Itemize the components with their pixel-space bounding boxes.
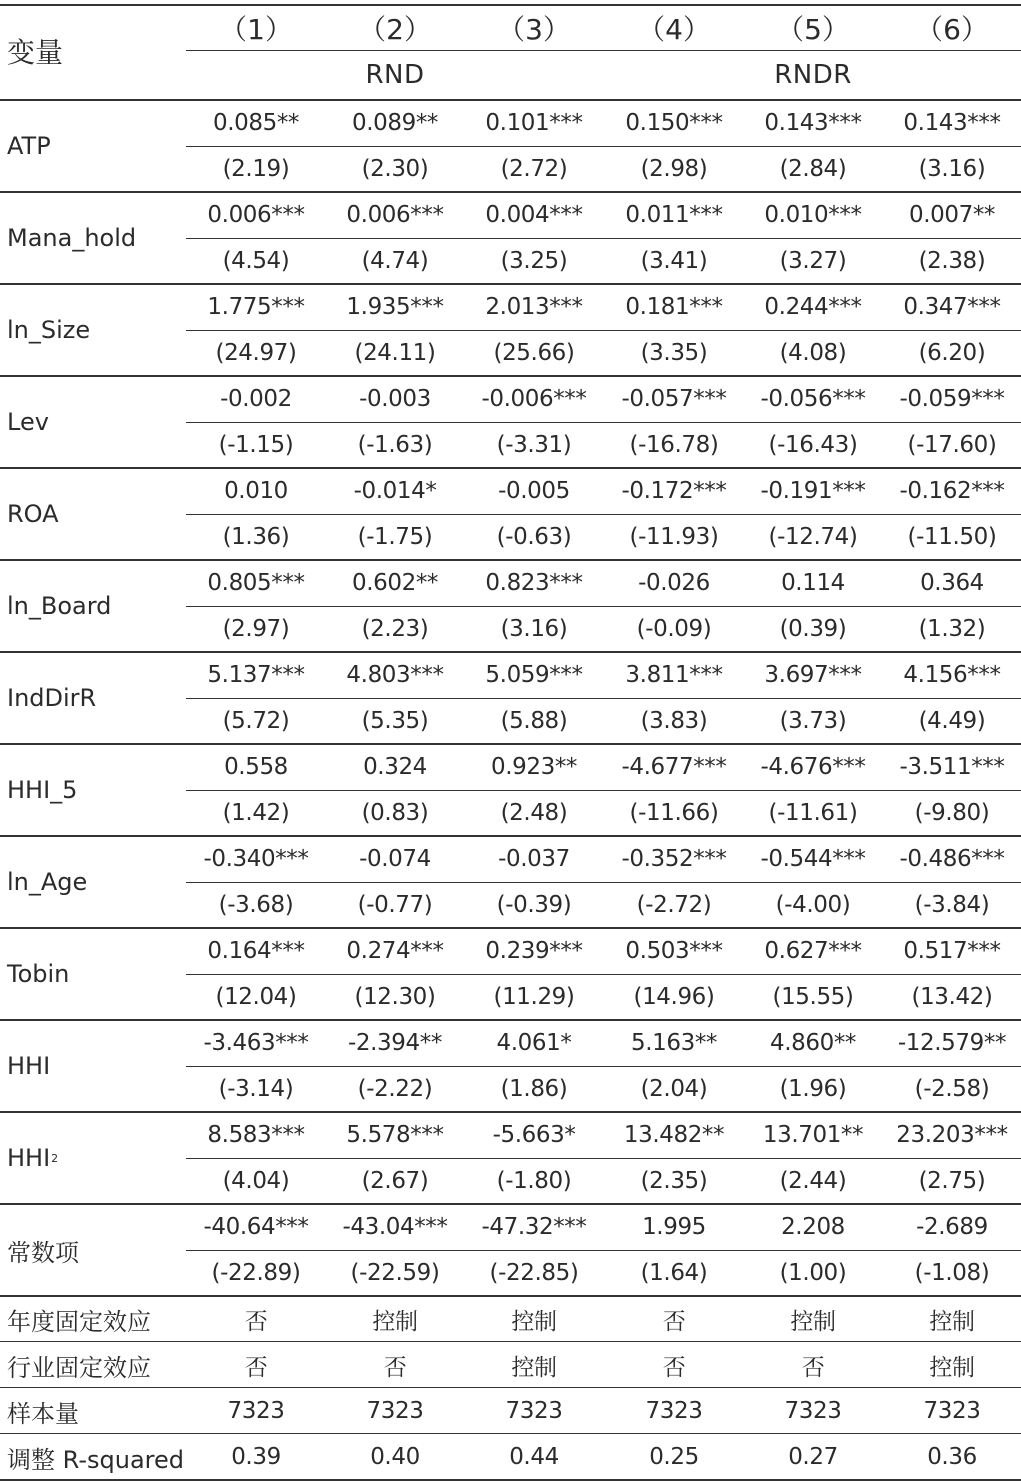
t-stat-cell: (1.86) <box>500 1076 568 1102</box>
t-stat-cell: (-16.78) <box>629 432 719 458</box>
t-stat-cell: (2.19) <box>222 156 290 182</box>
coef-cell: -2.394** <box>348 1030 442 1056</box>
coef-cell: -0.074 <box>359 846 431 872</box>
footer-cell: 否 <box>662 1354 686 1381</box>
t-stat-cell: (4.04) <box>222 1168 290 1194</box>
variable-label <box>0 744 186 836</box>
coef-cell: 0.010*** <box>764 202 862 228</box>
t-stat-cell: (-22.89) <box>211 1260 301 1286</box>
variable-label <box>0 560 186 652</box>
coef-cell: -0.002 <box>220 386 292 412</box>
coef-cell: 0.503*** <box>625 938 723 964</box>
footer-cell: 否 <box>244 1308 268 1335</box>
coef-cell: 0.114 <box>781 570 845 596</box>
t-stat-cell: (-1.75) <box>357 524 433 550</box>
t-stat-cell: (2.98) <box>640 156 708 182</box>
coef-cell: 0.244*** <box>764 294 862 320</box>
stub-header: 变量 <box>7 36 64 69</box>
t-stat-cell: (-3.84) <box>914 892 990 918</box>
t-stat-cell: (-1.15) <box>218 432 294 458</box>
t-stat-cell: (3.16) <box>918 156 986 182</box>
t-stat-cell: (-16.43) <box>768 432 858 458</box>
t-stat-cell: (-0.63) <box>496 524 572 550</box>
coef-cell: -0.059*** <box>899 386 1005 412</box>
coef-cell: -2.689 <box>916 1214 988 1240</box>
coef-cell: -40.64*** <box>203 1214 309 1240</box>
coef-cell: 0.239*** <box>485 938 583 964</box>
t-stat-cell: (2.84) <box>779 156 847 182</box>
footer-cell: 7323 <box>505 1398 563 1424</box>
coef-cell: -0.026 <box>638 570 710 596</box>
coef-cell: -0.003 <box>359 386 431 412</box>
group-header: RNDR <box>774 59 852 90</box>
coef-cell: -47.32*** <box>481 1214 587 1240</box>
t-stat-cell: (1.96) <box>779 1076 847 1102</box>
variable-label <box>0 836 186 928</box>
footer-cell: 控制 <box>372 1308 418 1335</box>
coef-cell: 5.137*** <box>207 662 305 688</box>
coef-cell: 4.156*** <box>903 662 1001 688</box>
coef-cell: -43.04*** <box>342 1214 448 1240</box>
t-stat-cell: (3.73) <box>779 708 847 734</box>
coef-cell: 0.011*** <box>625 202 723 228</box>
coef-cell: 0.823*** <box>485 570 583 596</box>
t-stat-cell: (3.41) <box>640 248 708 274</box>
coef-cell: -12.579** <box>897 1030 1007 1056</box>
t-stat-cell: (0.83) <box>361 800 429 826</box>
column-header: （6） <box>915 13 989 46</box>
footer-label <box>0 1296 186 1342</box>
t-stat-cell: (24.97) <box>215 340 297 366</box>
group-header: RND <box>365 59 425 90</box>
column-header: （2） <box>358 13 432 46</box>
t-stat-cell: (-0.39) <box>496 892 572 918</box>
coef-cell: 0.143*** <box>764 110 862 136</box>
footer-cell: 控制 <box>511 1354 557 1381</box>
t-stat-cell: (-1.63) <box>357 432 433 458</box>
t-stat-cell: (1.36) <box>222 524 290 550</box>
coef-cell: 0.364 <box>920 570 984 596</box>
t-stat-cell: (-11.61) <box>768 800 858 826</box>
t-stat-cell: (-17.60) <box>907 432 997 458</box>
t-stat-cell: (-3.14) <box>218 1076 294 1102</box>
coef-cell: 0.602** <box>351 570 439 596</box>
variable-label <box>0 376 186 468</box>
coef-cell: 8.583*** <box>207 1122 305 1148</box>
coef-cell: 0.085** <box>212 110 300 136</box>
t-stat-cell: (3.25) <box>500 248 568 274</box>
footer-cell: 0.39 <box>231 1444 281 1470</box>
t-stat-cell: (3.83) <box>640 708 708 734</box>
variable-label-text: ROA <box>7 500 59 528</box>
coef-cell: 0.010 <box>224 478 288 504</box>
coef-cell: 0.627*** <box>764 938 862 964</box>
t-stat-cell: (5.72) <box>222 708 290 734</box>
column-header: （1） <box>219 13 293 46</box>
t-stat-cell: (-22.85) <box>489 1260 579 1286</box>
coef-cell: 0.805*** <box>207 570 305 596</box>
variable-label-text: ln_Board <box>7 592 112 620</box>
coef-cell: 13.701** <box>762 1122 864 1148</box>
coef-cell: -0.352*** <box>621 846 727 872</box>
coef-cell: 0.347*** <box>903 294 1001 320</box>
t-stat-cell: (4.54) <box>222 248 290 274</box>
t-stat-cell: (4.74) <box>361 248 429 274</box>
t-stat-cell: (-0.09) <box>636 616 712 642</box>
t-stat-cell: (2.48) <box>500 800 568 826</box>
coef-cell: -0.340*** <box>203 846 309 872</box>
coef-cell: 2.013*** <box>485 294 583 320</box>
variable-label-text: HHI_5 <box>7 776 78 804</box>
variable-label-text: ln_Size <box>7 316 91 344</box>
t-stat-cell: (-1.80) <box>496 1168 572 1194</box>
variable-label <box>0 284 186 376</box>
coef-cell: 0.006*** <box>346 202 444 228</box>
t-stat-cell: (25.66) <box>493 340 575 366</box>
t-stat-cell: (24.11) <box>354 340 436 366</box>
footer-cell: 7323 <box>923 1398 981 1424</box>
t-stat-cell: (-2.22) <box>357 1076 433 1102</box>
t-stat-cell: (-2.58) <box>914 1076 990 1102</box>
t-stat-cell: (-11.93) <box>629 524 719 550</box>
footer-label <box>0 1434 186 1480</box>
t-stat-cell: (3.27) <box>779 248 847 274</box>
t-stat-cell: (0.39) <box>779 616 847 642</box>
coef-cell: -4.677*** <box>621 754 727 780</box>
t-stat-cell: (4.49) <box>918 708 986 734</box>
footer-label <box>0 1388 186 1434</box>
variable-label-text: ln_Age <box>7 868 88 896</box>
t-stat-cell: (2.67) <box>361 1168 429 1194</box>
t-stat-cell: (2.23) <box>361 616 429 642</box>
coef-cell: -5.663* <box>492 1122 576 1148</box>
variable-label <box>0 1112 186 1204</box>
coef-cell: 3.811*** <box>625 662 723 688</box>
coef-cell: 4.803*** <box>346 662 444 688</box>
t-stat-cell: (12.04) <box>215 984 297 1010</box>
coef-cell: -3.463*** <box>203 1030 309 1056</box>
coef-cell: 4.860** <box>769 1030 857 1056</box>
footer-cell: 0.40 <box>370 1444 420 1470</box>
footer-cell: 7323 <box>227 1398 285 1424</box>
coef-cell: 0.004*** <box>485 202 583 228</box>
t-stat-cell: (1.00) <box>779 1260 847 1286</box>
coef-cell: 0.143*** <box>903 110 1001 136</box>
coef-cell: 0.181*** <box>625 294 723 320</box>
footer-cell: 否 <box>383 1354 407 1381</box>
footer-label <box>0 1342 186 1388</box>
footer-cell: 0.44 <box>509 1444 559 1470</box>
footer-cell: 控制 <box>929 1354 975 1381</box>
t-stat-cell: (13.42) <box>911 984 993 1010</box>
variable-label-text: 年度固定效应 <box>7 1307 151 1336</box>
t-stat-cell: (5.35) <box>361 708 429 734</box>
coef-cell: 3.697*** <box>764 662 862 688</box>
coef-cell: -3.511*** <box>899 754 1005 780</box>
variable-label <box>0 1020 186 1112</box>
t-stat-cell: (2.97) <box>222 616 290 642</box>
coef-cell: 0.324 <box>363 754 427 780</box>
footer-cell: 0.25 <box>649 1444 699 1470</box>
variable-label-text: HHI <box>7 1144 51 1172</box>
coef-cell: 4.061* <box>496 1030 572 1056</box>
t-stat-cell: (-11.66) <box>629 800 719 826</box>
variable-label <box>0 928 186 1020</box>
t-stat-cell: (2.75) <box>918 1168 986 1194</box>
column-header: （5） <box>776 13 850 46</box>
coef-cell: -0.006*** <box>481 386 587 412</box>
coef-cell: 1.995 <box>642 1214 706 1240</box>
coef-cell: -0.056*** <box>760 386 866 412</box>
t-stat-cell: (-0.77) <box>357 892 433 918</box>
coef-cell: 1.935*** <box>346 294 444 320</box>
t-stat-cell: (-4.00) <box>775 892 851 918</box>
footer-cell: 控制 <box>511 1308 557 1335</box>
footer-cell: 0.27 <box>788 1444 838 1470</box>
t-stat-cell: (2.38) <box>918 248 986 274</box>
variable-label <box>0 652 186 744</box>
t-stat-cell: (-3.31) <box>496 432 572 458</box>
t-stat-cell: (1.42) <box>222 800 290 826</box>
t-stat-cell: (3.16) <box>500 616 568 642</box>
t-stat-cell: (-22.59) <box>350 1260 440 1286</box>
t-stat-cell: (1.32) <box>918 616 986 642</box>
coef-cell: -4.676*** <box>760 754 866 780</box>
t-stat-cell: (14.96) <box>633 984 715 1010</box>
coef-cell: 0.923** <box>490 754 578 780</box>
coef-cell: -0.191*** <box>760 478 866 504</box>
t-stat-cell: (-3.68) <box>218 892 294 918</box>
coef-cell: 5.059*** <box>485 662 583 688</box>
t-stat-cell: (4.08) <box>779 340 847 366</box>
coef-cell: -0.037 <box>498 846 570 872</box>
t-stat-cell: (2.04) <box>640 1076 708 1102</box>
t-stat-cell: (-9.80) <box>914 800 990 826</box>
t-stat-cell: (1.64) <box>640 1260 708 1286</box>
coef-cell: -0.057*** <box>621 386 727 412</box>
coef-cell: -0.014* <box>353 478 437 504</box>
coef-cell: 1.775*** <box>207 294 305 320</box>
t-stat-cell: (-11.50) <box>907 524 997 550</box>
coef-cell: 0.164*** <box>207 938 305 964</box>
t-stat-cell: (5.88) <box>500 708 568 734</box>
variable-label-text: Mana_hold <box>7 224 137 252</box>
variable-label-text: HHI <box>7 1052 51 1080</box>
variable-label-text: 调整 R-squared <box>7 1445 184 1474</box>
footer-cell: 7323 <box>645 1398 703 1424</box>
t-stat-cell: (-1.08) <box>914 1260 990 1286</box>
variable-label-text: 常数项 <box>7 1238 79 1267</box>
coef-cell: 0.101*** <box>485 110 583 136</box>
footer-cell: 7323 <box>366 1398 424 1424</box>
coef-cell: 13.482** <box>623 1122 725 1148</box>
coef-cell: -0.172*** <box>621 478 727 504</box>
variable-label-text: 样本量 <box>7 1399 79 1428</box>
coef-cell: 0.150*** <box>625 110 723 136</box>
column-header: （3） <box>497 13 571 46</box>
coef-cell: 0.274*** <box>346 938 444 964</box>
t-stat-cell: (3.35) <box>640 340 708 366</box>
coef-cell: 5.578*** <box>346 1122 444 1148</box>
footer-cell: 0.36 <box>927 1444 977 1470</box>
variable-label-text: IndDirR <box>7 684 97 712</box>
t-stat-cell: (2.72) <box>500 156 568 182</box>
coef-cell: 23.203*** <box>896 1122 1008 1148</box>
coef-cell: 0.006*** <box>207 202 305 228</box>
variable-label-text: Lev <box>7 408 49 436</box>
variable-label <box>0 100 186 192</box>
coef-cell: 5.163** <box>630 1030 718 1056</box>
t-stat-cell: (2.44) <box>779 1168 847 1194</box>
coef-cell: -0.005 <box>498 478 570 504</box>
coef-cell: -0.162*** <box>899 478 1005 504</box>
variable-label-text: ATP <box>7 132 51 160</box>
coef-cell: 0.558 <box>224 754 288 780</box>
t-stat-cell: (2.30) <box>361 156 429 182</box>
footer-cell: 否 <box>662 1308 686 1335</box>
t-stat-cell: (-12.74) <box>768 524 858 550</box>
variable-label <box>0 1204 186 1296</box>
footer-cell: 否 <box>801 1354 825 1381</box>
coef-cell: 0.007** <box>908 202 996 228</box>
footer-cell: 7323 <box>784 1398 842 1424</box>
variable-label-text: Tobin <box>7 960 70 988</box>
footer-cell: 控制 <box>929 1308 975 1335</box>
t-stat-cell: (12.30) <box>354 984 436 1010</box>
coef-cell: -0.486*** <box>899 846 1005 872</box>
coef-cell: 0.517*** <box>903 938 1001 964</box>
column-header: （4） <box>637 13 711 46</box>
superscript: 2 <box>51 1151 59 1165</box>
coef-cell: 0.089** <box>351 110 439 136</box>
variable-label <box>0 468 186 560</box>
footer-cell: 控制 <box>790 1308 836 1335</box>
t-stat-cell: (11.29) <box>493 984 575 1010</box>
t-stat-cell: (-2.72) <box>636 892 712 918</box>
t-stat-cell: (15.55) <box>772 984 854 1010</box>
footer-cell: 否 <box>244 1354 268 1381</box>
t-stat-cell: (6.20) <box>918 340 986 366</box>
variable-label-text: 行业固定效应 <box>7 1353 151 1382</box>
coef-cell: -0.544*** <box>760 846 866 872</box>
variable-label <box>0 192 186 284</box>
t-stat-cell: (2.35) <box>640 1168 708 1194</box>
coef-cell: 2.208 <box>781 1214 845 1240</box>
